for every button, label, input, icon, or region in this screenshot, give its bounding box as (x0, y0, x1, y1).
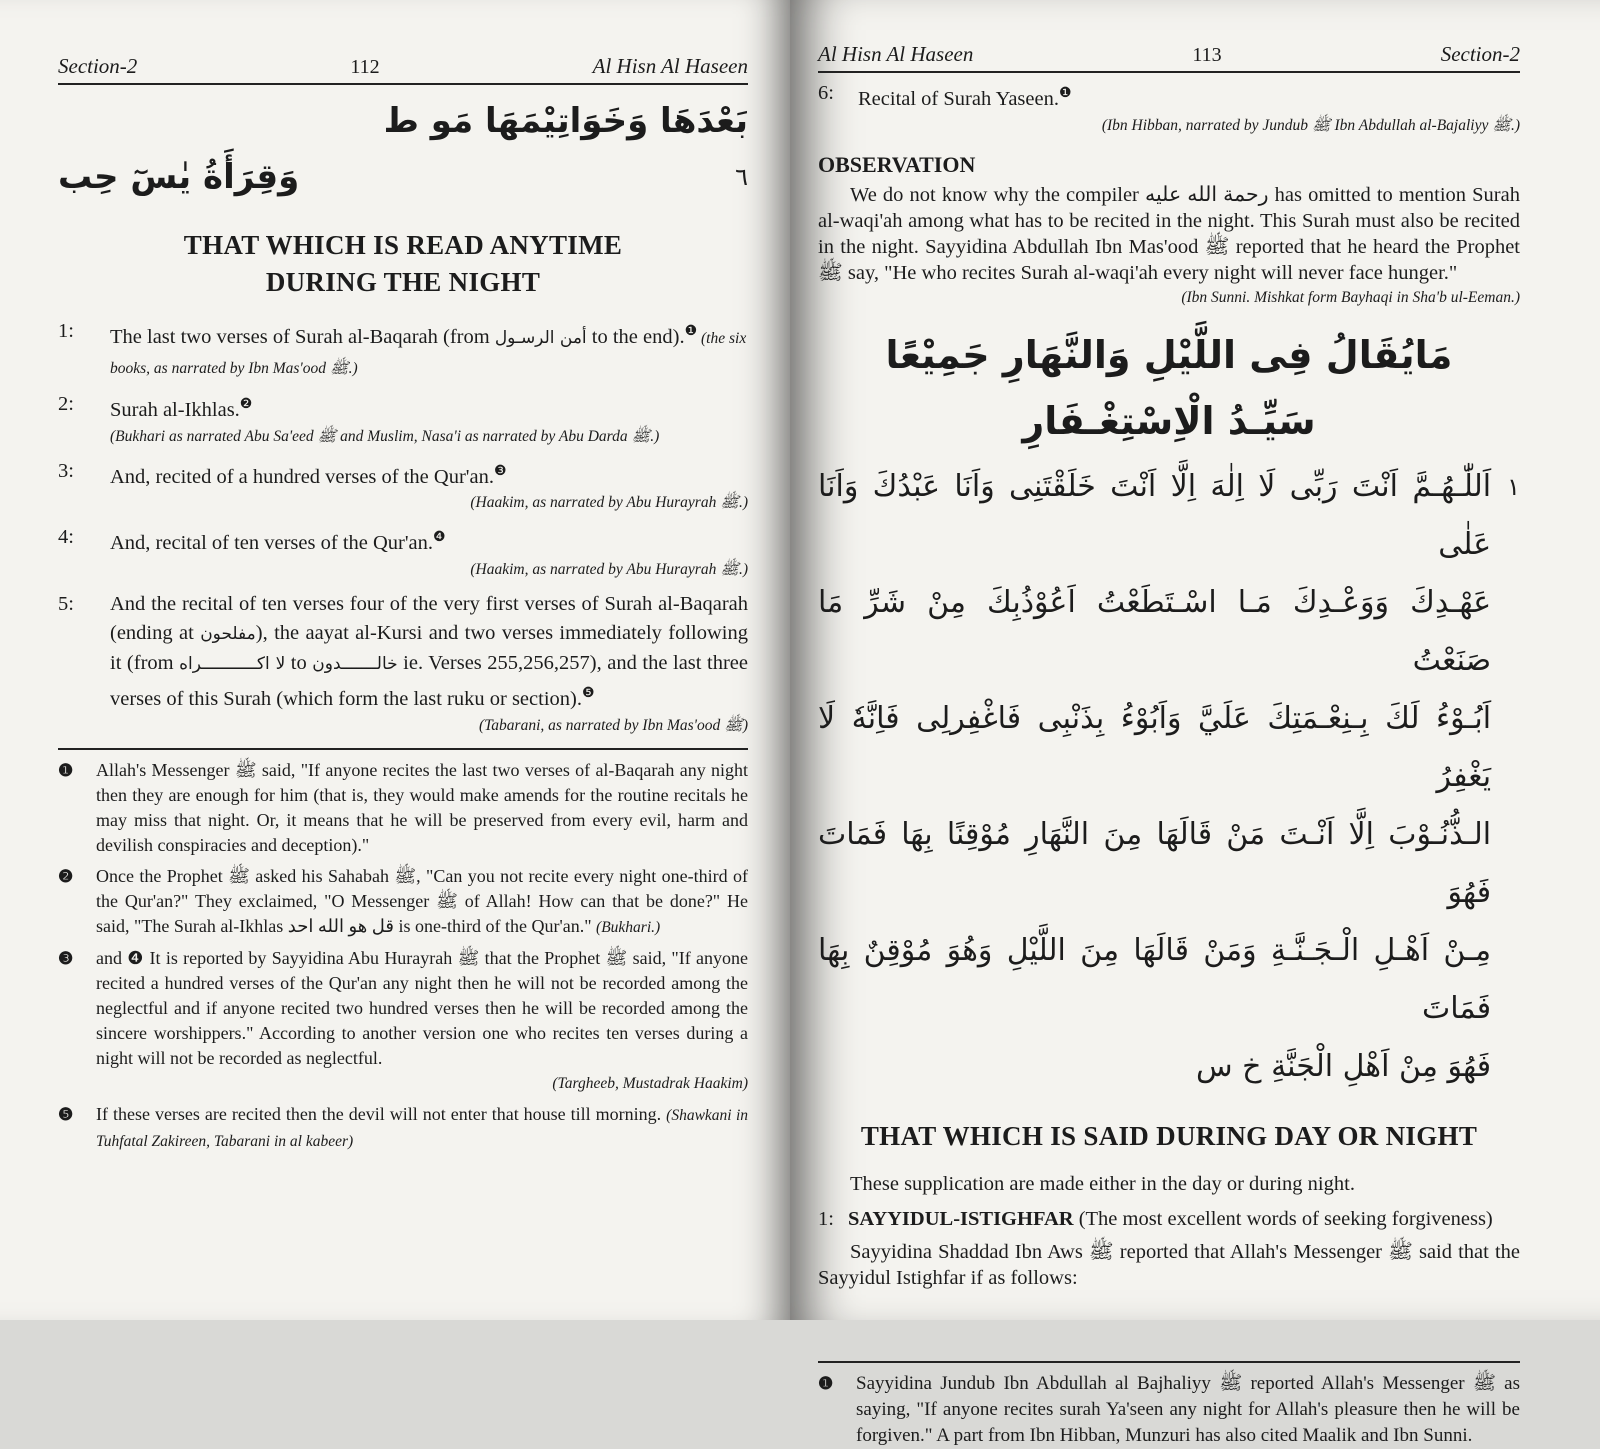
footnote-marker: ❶ (58, 761, 74, 781)
footnote-text: If these verses are recited then the devil will not enter that house till morning. (96, 1104, 662, 1125)
list-item (58, 390, 748, 449)
footnote-text: and ❹ It is reported by Sayyidina Abu Hurayrah ﷺ that the Prophet ﷺ said, "If anyone recited a hundred verses of the Qur'an any night then he will not be recorded among the neglectful and if anyone recited two hundred verses then he will be recorded among the sincere worshippers." According to another version one who recites ten verses during a night will not be recorded as neglectful. (96, 948, 748, 1069)
citation: (Ibn Hibban, narrated by Jundub ﷺ Ibn Abdullah al-Bajaliyy ﷺ.) (1101, 116, 1520, 134)
item-text: (The most excellent words of seeking forgiveness) (1073, 1207, 1493, 1230)
citation: (Shawkani in Tuhfatal Zakireen, Tabarani in al kabeer) (96, 1107, 749, 1151)
footnote-marker: ❷ (58, 867, 74, 887)
citation: (the six books, as narrated by Ibn Mas'ood ﷺ.) (110, 329, 747, 377)
dua-line: مِـنْ اَهْـلِ الْـجَـنَّـةِ وَمَنْ قَالَهَا مِنَ اللَّيْلِ وَهُوَ مُوْقِنٌ بِهَا فَمَاتَ (818, 932, 1492, 1026)
dua-line: اَبُـوْءُ لَكَ بِـنِعْـمَتِكَ عَلَيَّ وَاَبُوْءُ بِذَنْبِى فَاغْفِرلِى فَاِنَّهٗ لَا يَغْفِرُ (818, 700, 1492, 794)
item-text: Surah al-Ikhlas. (110, 398, 240, 421)
footnote (58, 864, 748, 940)
footnote-marker: ❸ (493, 463, 507, 479)
item-number: 5: (58, 593, 74, 616)
item-text: And, recital of ten verses of the Qur'an. (110, 532, 434, 555)
item-text: Recital of Surah Yaseen. (858, 87, 1059, 110)
arabic-inline: أمن الرسـول (494, 327, 587, 348)
footnote-marker: ❶ (684, 324, 698, 339)
list-item (58, 590, 748, 738)
citation: (Targheeb, Mustadrak Haakim) (552, 1075, 748, 1093)
arabic-inline: مفلحون (200, 624, 256, 645)
item-number: 3: (58, 459, 74, 482)
page-number: 113 (1192, 44, 1222, 66)
book-title: Al Hisn Al Haseen (592, 54, 748, 78)
item-number: 6: (818, 82, 834, 104)
book-title: Al Hisn Al Haseen (818, 42, 974, 66)
arabic-heading: مَايُقَالُ فِى اللَّيْلِ وَالنَّهَارِ جَمِيْعًا (885, 332, 1453, 377)
dua-block (818, 458, 1520, 1096)
item-number: 2: (58, 392, 74, 415)
list-item (58, 457, 748, 516)
dua-line: فَهُوَ مِنْ اَهْلِ الْجَنَّةِ خ س (1196, 1048, 1492, 1084)
arabic-heading: سَيِّـدُ الْاِسْتِغْـفَارِ (1022, 398, 1316, 443)
list-item (818, 79, 1520, 114)
footnote-marker: ❺ (581, 686, 595, 702)
item-text: The last two verses of Surah al-Baqarah (from (110, 325, 495, 348)
dua-number: ١ (1507, 472, 1520, 501)
footnote-marker: ❶ (818, 1373, 834, 1393)
observation-text: We do not know why the compiler رحمة الله عليه has omitted to mention Surah al-waqi'ah among what has to be recited in the night. This Surah must also be recited in the night. Sayyidina Abdullah Ibn Mas'ood ﷺ reported that he heard the Prophet ﷺ say, "He who recites Surah al-waqi'ah every night will never face hunger." (818, 183, 1521, 284)
dua-line: اَللّٰـهُـمَّ اَنْتَ رَبِّى لَا اِلٰهَ اِلَّا اَنْتَ خَلَقْتَنِى وَاَنَا عَبْدُكَ وَاَنَا عَلٰى (818, 468, 1492, 562)
section-label: Section-2 (1440, 42, 1520, 66)
arabic-number: ٦ (735, 163, 748, 191)
item-number: 1: (58, 320, 74, 342)
right-page (790, 0, 1600, 1446)
footnote-marker: ❸ (58, 949, 74, 969)
left-page-header (58, 54, 748, 85)
footnote (58, 946, 748, 1096)
citation: (Ibn Sunni. Mishkat form Bayhaqi in Sha'b ul-Eeman.) (1181, 288, 1520, 306)
footnote (58, 758, 748, 858)
dua-line: الـذُّنُـوْبَ اِلَّا اَنْـتَ مَنْ قَالَهَا مِنَ النَّهَارِ مُوْقِنًا بِهَا فَمَاتَ فَهُوَ (818, 816, 1492, 910)
item-body: Sayyidina Shaddad Ibn Aws ﷺ reported that Allah's Messenger ﷺ said that the Sayyidul Istighfar if as follows: (818, 1240, 1520, 1289)
item-text: to the end). (586, 325, 685, 348)
page-number: 112 (350, 56, 380, 78)
arabic-line (58, 149, 748, 205)
item-text: to (285, 652, 313, 675)
section-label: Section-2 (58, 54, 138, 78)
citation: (Bukhari as narrated Abu Sa'eed ﷺ and Muslim, Nasa'i as narrated by Abu Darda ﷺ.) (110, 427, 660, 445)
item-text: ), the aayat al-Kursi and two verses immediately following it (from (110, 622, 748, 675)
list-item (58, 523, 748, 582)
item-heading: SAYYIDUL-ISTIGHFAR (848, 1207, 1074, 1230)
list-item (818, 1205, 1520, 1233)
arabic-inline: خالـــــــدون (312, 654, 398, 675)
citation: (Haakim, as narrated by Abu Hurayrah ﷺ.) (470, 561, 748, 579)
arabic-text: وَقِرَأَةُ يٰسٓ حِب (58, 157, 300, 197)
item-text: ie. Verses 255,256,257), and the last three verses of this Surah (which form the last ruku or section). (110, 652, 748, 711)
citation: (Tabarani, as narrated by Ibn Mas'ood ﷺ) (478, 717, 748, 735)
item-number: 4: (58, 526, 74, 549)
right-page-header (818, 42, 1520, 73)
citation: (Bukhari.) (596, 919, 661, 937)
footnote-text: Allah's Messenger ﷺ said, "If anyone recites the last two verses of al-Baqarah any night then they are enough for him (that is, they would make amends for the routine recitals he may miss that night. Or, it means that he will be preserved from every evil, harm and devilish conspiracies and deception)." (96, 760, 749, 856)
arabic-line (58, 93, 748, 149)
footnote (58, 1102, 748, 1154)
left-page (0, 0, 790, 1320)
item-text: And, recited of a hundred verses of the Qur'an. (110, 465, 494, 488)
footnote-text: Once the Prophet ﷺ asked his Sahabah ﷺ, "Can you not recite every night one-third of the Qur'an?" They exclaimed, "O Messenger ﷺ of Allah! How can that be done?" He said, "The Surah al-Ikhlas قل هو الله احد is one-third of the Qur'an." (96, 866, 748, 937)
observation-heading: OBSERVATION (818, 151, 976, 177)
footnote (818, 1371, 1520, 1449)
footnote-divider (818, 1361, 1520, 1363)
footnote-marker: ❷ (239, 396, 253, 412)
item-number: 1: (818, 1207, 834, 1230)
citation: (Haakim, as narrated by Abu Hurayrah ﷺ.) (470, 494, 748, 512)
arabic-inline: لا اكـــــــــــراه (179, 654, 286, 675)
section-heading: THAT WHICH IS READ ANYTIME DURING THE NIGHT (183, 230, 623, 297)
arabic-text: بَعْدَهَا وَخَوَاتِيْمَهَا مَو ط (383, 101, 748, 141)
item-text: And the recital of ten verses four of the very first verses of Surah al-Baqarah (ending at (110, 593, 748, 645)
list-item (58, 317, 748, 382)
footnote-marker: ❶ (1058, 86, 1072, 101)
footnote-text: Sayyidina Jundub Ibn Abdullah al Bajhaliyy ﷺ reported Allah's Messenger ﷺ as saying, "If anyone recites surah Ya'seen any night for Allah's pleasure then he will be forgiven." A part from Ibn Hibban, Munzuri has also cited Maalik and Ibn Sunni. (856, 1372, 1521, 1446)
dua-line: عَهْـدِكَ وَوَعْـدِكَ مَـا اسْـتَطَعْتُ اَعُوْذُبِكَ مِنْ شَرِّ مَا صَنَعْتُ (818, 584, 1492, 678)
footnote-marker: ❹ (433, 530, 446, 546)
intro-text: These supplication are made either in the day or during night. (850, 1172, 1355, 1195)
section-heading: THAT WHICH IS SAID DURING DAY OR NIGHT (860, 1120, 1478, 1151)
footnote-divider (58, 748, 748, 750)
footnote-marker: ❺ (58, 1105, 74, 1125)
